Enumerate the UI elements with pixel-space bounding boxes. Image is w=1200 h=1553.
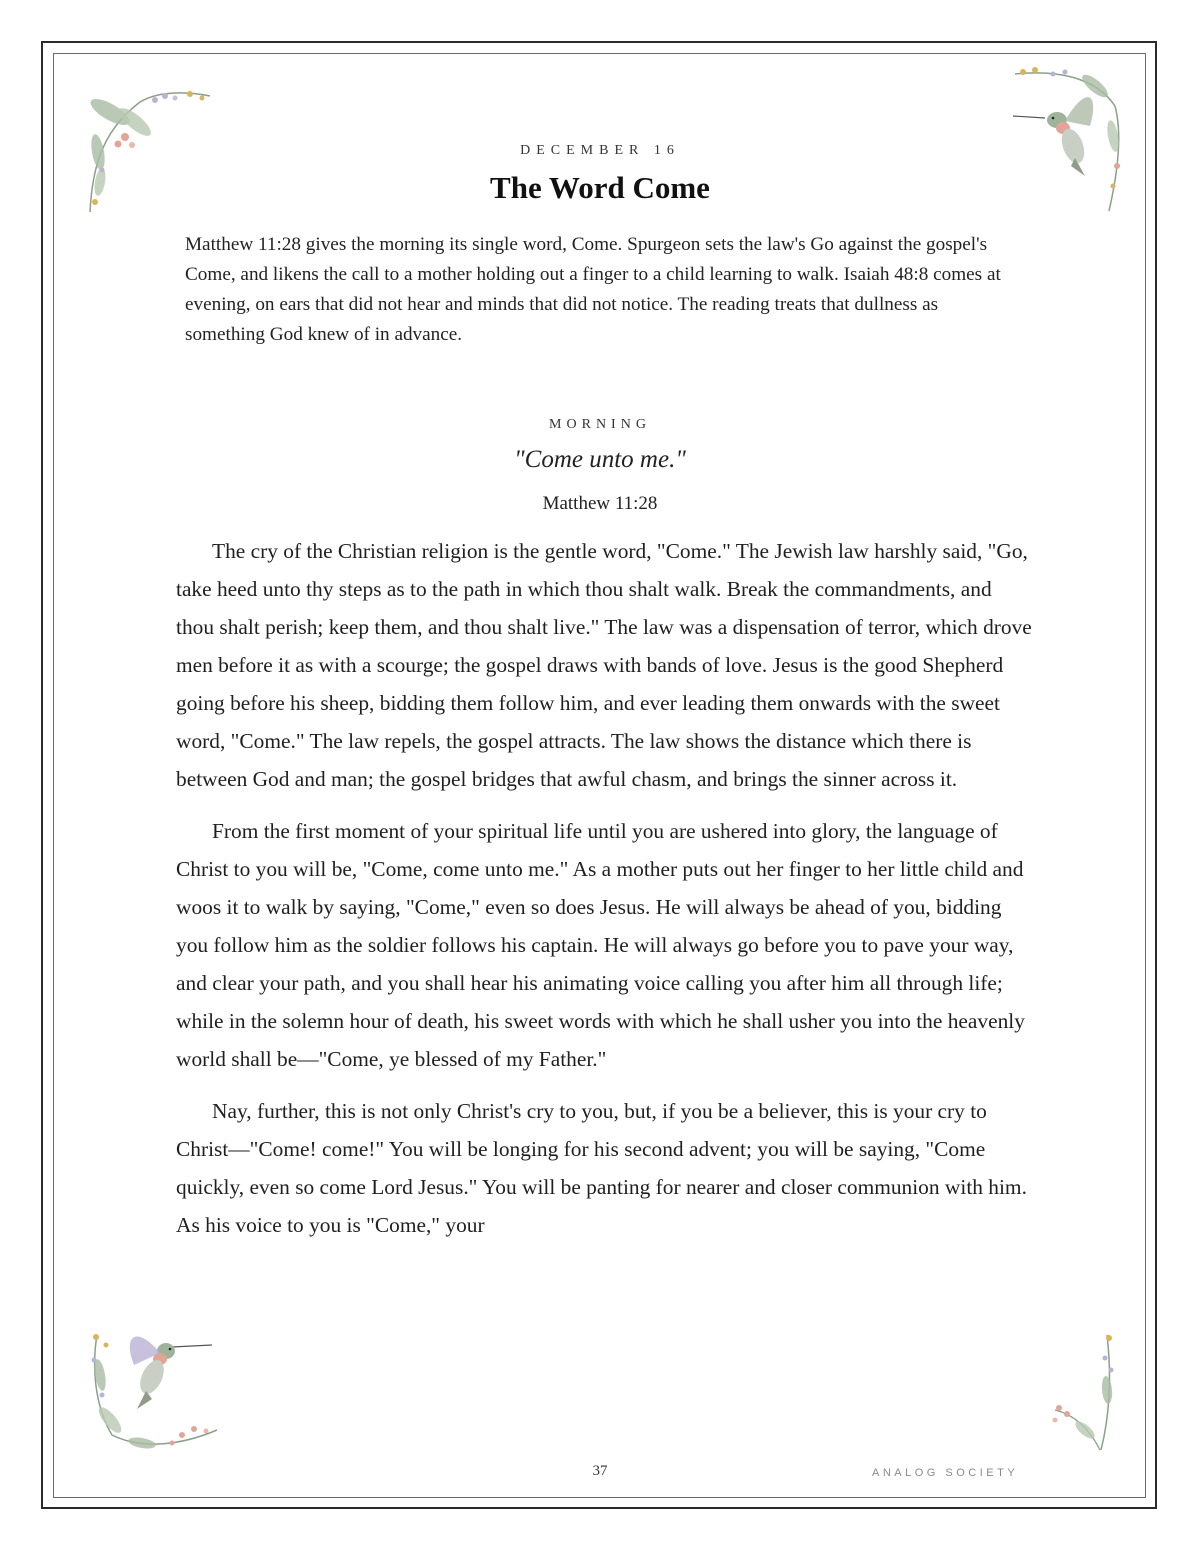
page-number: 37: [592, 1463, 608, 1479]
body-paragraph: From the first moment of your spiritual life until you are ushered into glory, the language of Christ to you will be, "Come, come unto me." As a mother puts out her finger to her little child and woos it to walk by saying, "Come," even so does Jesus. He will always be ahead of you, bidding you follow him as the soldier follows his captain. He will always go before you to pave your way, and clear your path, and you shall hear his animating voice calling you after him all through life; while in the solemn hour of death, his sweet words with which he shall usher you into the heavenly world shall be—"Come, ye blessed of my Father.": [176, 819, 1025, 1071]
entry-summary: Matthew 11:28 gives the morning its single word, Come. Spurgeon sets the law's Go against the gospel's Come, and likens the call to a mother holding out a finger to a child learning to walk. Isaiah 48:8 comes at evening, on ears that did not hear and minds that did not notice. The reading treats that dullness as something God knew of in advance.: [185, 234, 1001, 345]
entry-date: DECEMBER 16: [520, 143, 680, 158]
floral-corner-icon: [1045, 1330, 1120, 1455]
page-title: The Word Come: [490, 170, 710, 205]
brand-mark: ANALOG SOCIETY: [872, 1467, 1019, 1479]
section-label: MORNING: [549, 417, 651, 432]
body-paragraph: Nay, further, this is not only Christ's cry to you, but, if you be a believer, this is your cry to Christ—"Come! come!" You will be longing for his second advent; you will be saying, "Come quickly, even so come Lord Jesus." You will be panting for nearer and closer communion with him. As his voice to you is "Come," your: [176, 1099, 1027, 1237]
hummingbird-floral-icon: [82, 1325, 222, 1460]
scripture-reference: Matthew 11:28: [542, 493, 658, 514]
body-paragraph: The cry of the Christian religion is the gentle word, "Come." The Jewish law harshly said, "Go, take heed unto thy steps as to the path in which thou shalt walk. Break the commandments, and thou shalt perish; keep them, and thou shalt live." The law was a dispensation of terror, which drove men before it as with a scourge; the gospel draws with bands of love. Jesus is the good Shepherd going before his sheep, bidding them follow him, and ever leading them onwards with the sweet word, "Come." The law repels, the gospel attracts. The law shows the distance which there is between God and man; the gospel bridges that awful chasm, and brings the sinner across it.: [176, 539, 1032, 791]
scripture-quote: "Come unto me.": [514, 446, 686, 473]
devotional-body: [176, 532, 1032, 1258]
